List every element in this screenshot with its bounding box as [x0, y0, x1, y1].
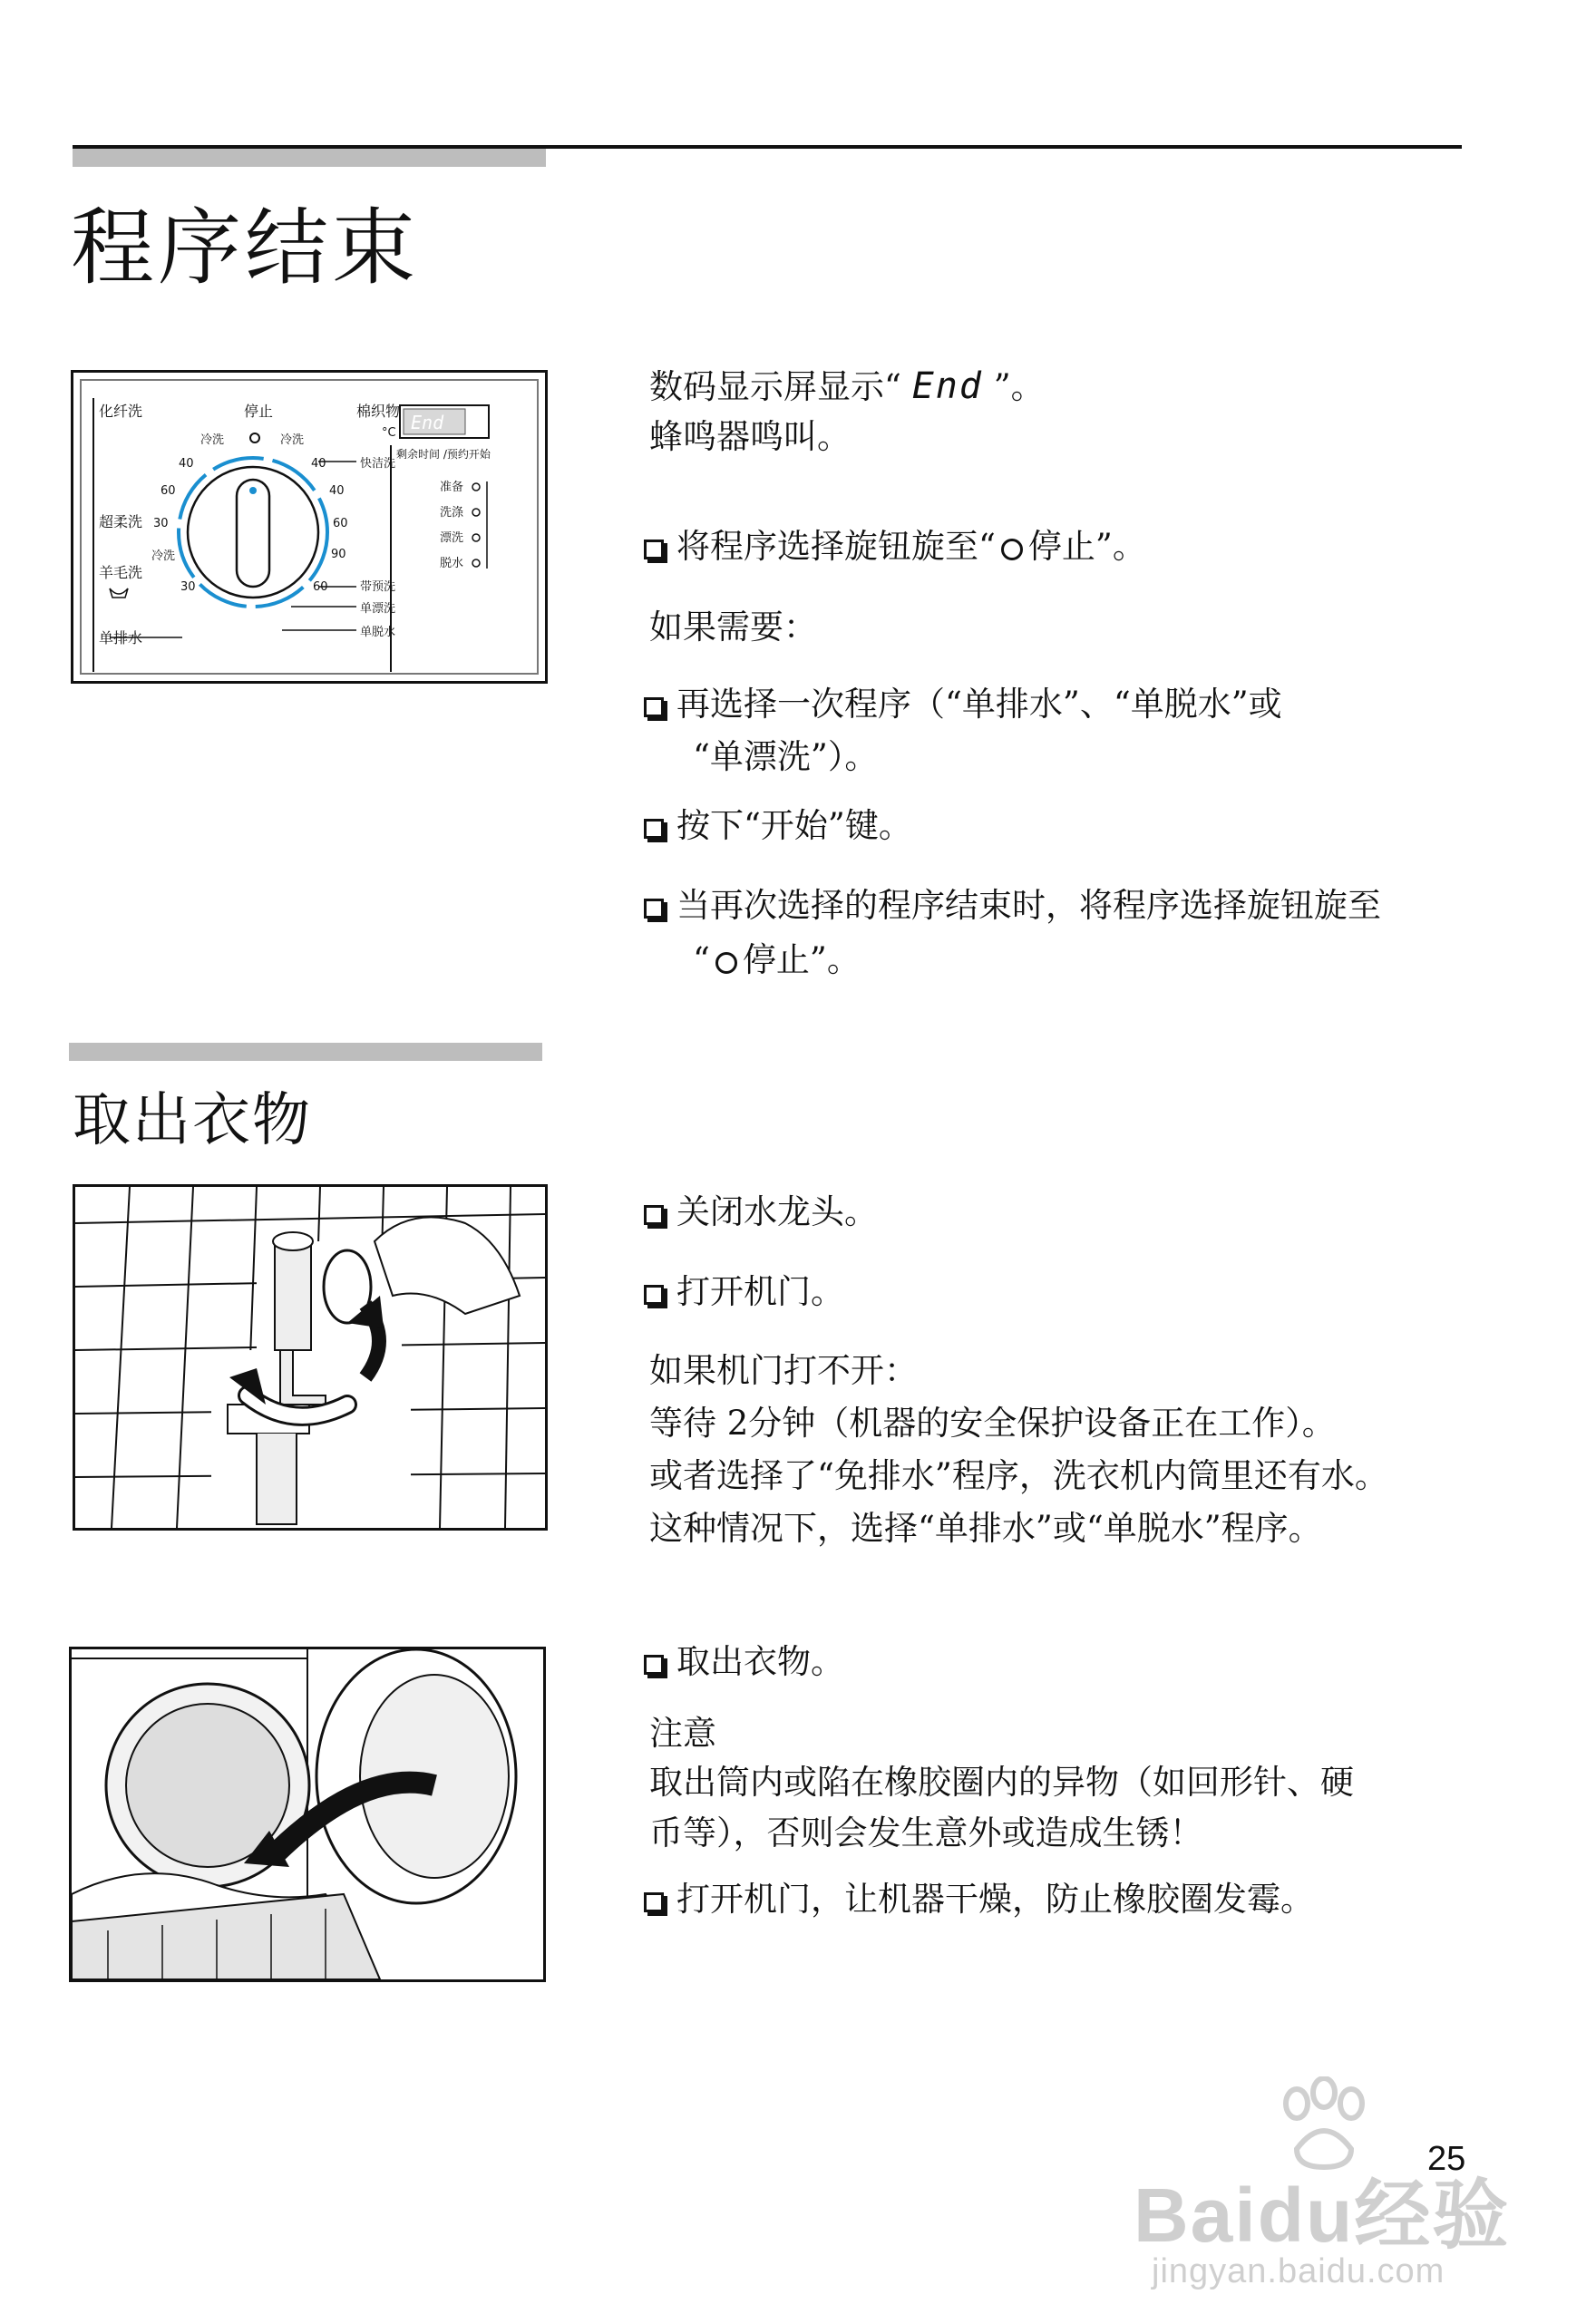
panel-label-wool: 羊毛洗: [99, 564, 143, 581]
display-readout: End: [411, 412, 444, 433]
header-rule-accent: [73, 149, 546, 167]
watermark-du: du: [1257, 2173, 1355, 2258]
panel-label-prewash: 带预洗: [360, 580, 396, 594]
step-turn-knob: 将程序选择旋钮旋至“ 停止”。: [644, 520, 1146, 573]
if-needed-label: 如果需要：: [649, 608, 817, 647]
step-open-door: 打开机门。: [644, 1266, 844, 1318]
beep-line: 蜂鸣器鸣叫。: [649, 417, 851, 456]
checkbox-icon: [644, 819, 664, 839]
status-rinse: 漂洗: [440, 531, 464, 545]
section-title-program-end: 程序结束: [71, 199, 420, 297]
checkbox-icon: [644, 1205, 664, 1225]
stop-circle-icon: [1001, 539, 1023, 560]
panel-temp-right-60: 60: [333, 517, 348, 530]
watermark-brand: Bai: [1134, 2173, 1258, 2258]
panel-temp-right-60b: 60: [313, 580, 328, 594]
panel-label-stop: 停止: [244, 403, 274, 420]
status-spin: 脱水: [440, 557, 464, 570]
section-rule: [69, 1043, 542, 1061]
control-panel-figure: [71, 370, 548, 684]
step-press-start: 按下“开始”键。: [644, 800, 912, 852]
step-remove-laundry: 取出衣物。: [644, 1636, 844, 1688]
checkbox-icon: [644, 1655, 664, 1675]
tap-figure: [73, 1184, 548, 1531]
no-drain-line: 或者选择了“免排水”程序，洗衣机内筒里还有水。: [649, 1456, 1388, 1495]
step-end-turn: 当再次选择的程序结束时，将程序选择旋钮旋至: [644, 880, 1381, 932]
panel-label-rinse: 单漂洗: [360, 602, 396, 616]
checkbox-icon: [644, 540, 664, 559]
step-end-turn-cont: “ 停止”。: [693, 940, 861, 979]
page-number: 25: [1427, 2140, 1466, 2178]
panel-temp-left-60: 60: [161, 484, 176, 498]
checkbox-icon: [644, 899, 664, 919]
panel-label-spin: 单脱水: [360, 626, 396, 639]
checkbox-icon: [644, 1285, 664, 1305]
panel-label-celsius: °C: [382, 426, 396, 440]
step-reselect: 再选择一次程序（“单排水”、“单脱水”或: [644, 678, 1282, 731]
watermark-cn: 经验: [1354, 2171, 1511, 2260]
panel-temp-left-30b: 30: [180, 580, 196, 594]
control-panel-diagram: [73, 373, 545, 681]
note-line-2: 币等），否则会发生意外或造成生锈！: [649, 1813, 1203, 1852]
display-caption: 剩余时间 /预约开始: [396, 448, 491, 461]
note-line-1: 取出筒内或陷在橡胶圈内的异物（如回形针、硬: [649, 1763, 1354, 1802]
door-stuck-label: 如果机门打不开：: [649, 1351, 918, 1390]
panel-label-ultra-soft: 超柔洗: [99, 513, 143, 530]
baidu-watermark: [1134, 2076, 1514, 2294]
panel-temp-right-40b: 40: [329, 484, 345, 498]
display-shows-line: 数码显示屏显示“ End ”。: [649, 365, 1045, 407]
step-dry-door: 打开机门，让机器干燥，防止橡胶圈发霉。: [644, 1873, 1314, 1926]
panel-temp-right-40a: 40: [311, 457, 326, 471]
panel-temp-left-30a: 30: [153, 517, 169, 530]
end-code: End: [911, 365, 983, 407]
panel-label-drain: 单排水: [99, 629, 143, 647]
laundry-figure: [69, 1647, 546, 1982]
stop-circle-icon: [715, 952, 737, 974]
knob-grip: [237, 480, 269, 587]
status-wash: 洗涤: [440, 506, 464, 520]
panel-temp-right-90: 90: [331, 548, 346, 561]
panel-label-cold-3: 冷洗: [151, 549, 176, 563]
step-close-tap: 关闭水龙头。: [644, 1186, 878, 1239]
remove-laundry-illustration: [72, 1649, 543, 1979]
knob-pointer: [249, 487, 257, 494]
status-ready: 准备: [440, 481, 464, 494]
section-title-remove-laundry: 取出衣物: [73, 1087, 312, 1154]
close-tap-illustration: [75, 1187, 545, 1528]
panel-label-quick: 快洁洗: [360, 457, 396, 471]
panel-label-cotton: 棉织物: [356, 403, 401, 420]
watermark-url: jingyan.baidu.com: [1152, 2252, 1445, 2290]
checkbox-icon: [644, 697, 664, 717]
panel-label-cold-1: 冷洗: [200, 433, 225, 447]
note-title: 注意: [649, 1714, 716, 1753]
panel-label-synthetic: 化纤洗: [99, 403, 143, 420]
panel-label-cold-2: 冷洗: [280, 433, 305, 447]
wait-line: 等待 2分钟（机器的安全保护设备正在工作）。: [649, 1404, 1336, 1443]
step-reselect-cont: “单漂洗”）。: [693, 737, 879, 776]
checkbox-icon: [644, 1892, 664, 1912]
panel-temp-left-40: 40: [179, 457, 194, 471]
case-line: 这种情况下，选择“单排水”或“单脱水”程序。: [649, 1509, 1322, 1548]
